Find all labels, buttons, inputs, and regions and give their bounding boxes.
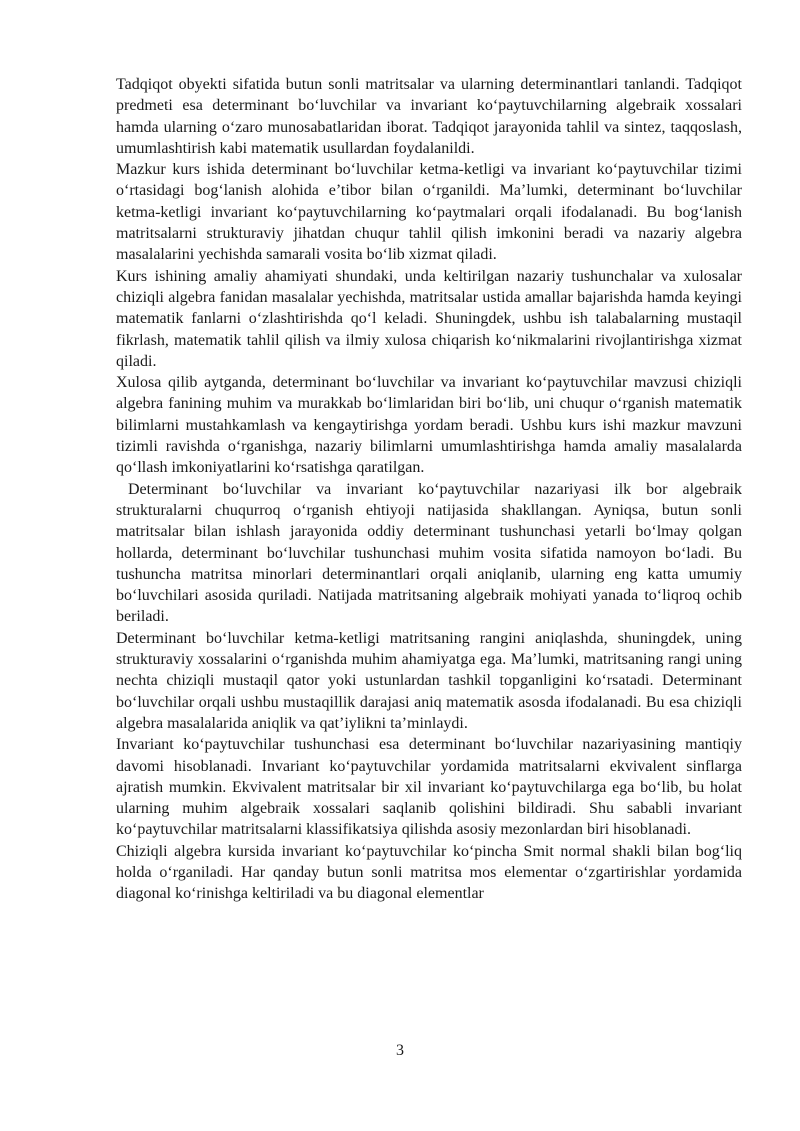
paragraph-course-focus: Mazkur kurs ishida determinant bo‘luvchilar ketma-ketligi va invariant ko‘paytuvchilar tizimi o‘rtasidagi bog‘lanish alohida e’tibor bilan o‘rganildi. Ma’lumki, determinant bo‘luvchilar ketma-ketligi invariant ko‘paytuvchilarning ko‘paytmalari orqali ifodalanadi. Bu bog‘lanish matritsalarni strukturaviy jihatdan chuqur tahlil qilish imkonini beradi va nazariy algebra masalalarini yechishda samarali vosita bo‘lib xizmat qiladi. bbox=[116, 161, 742, 264]
paragraph-practical-significance: Kurs ishining amaliy ahamiyati shundaki, unda keltirilgan nazariy tushunchalar va xulosalar chiziqli algebra fanidan masalalar yechishda, matritsalar ustida amallar bajarishda hamda keyingi matematik fanlarni o‘zlashtirishda qo‘l keladi. Shuningdek, ushbu ish talabalarning mustaqil fikrlash, matematik tahlil qilish va ilmiy xulosa chiqarish ko‘nikmalarini rivojlantirishga xizmat qiladi. bbox=[116, 267, 742, 370]
document-page bbox=[116, 74, 742, 905]
paragraph-theory-origin: Determinant bo‘luvchilar va invariant ko‘paytuvchilar nazariyasi ilk bor algebraik strukturalarni chuqurroq o‘rganish ehtiyoji natijasida shakllangan. Ayniqsa, butun sonli matritsalar bilan ishlash jarayonida oddiy determinant tushunchasi yetarli bo‘lmay qolgan hollarda, determinant bo‘luvchilar tushunchasi muhim vosita sifatida namoyon bo‘ladi. Bu tushuncha matritsa minorlari determinantlari orqali aniqlanib, ularning eng katta umumiy bo‘luvchilari asosida quriladi. Natijada matritsaning algebraik mohiyati yanada to‘liqroq ochib beriladi. bbox=[116, 480, 742, 626]
paragraph-smith-normal-form: Chiziqli algebra kursida invariant ko‘paytuvchilar ko‘pincha Smit normal shakli bilan bog‘liq holda o‘rganiladi. Har qanday butun sonli matritsa mos elementar o‘zgartirishlar yordamida diagonal ko‘rinishga keltiriladi va bu diagonal elementlar bbox=[116, 842, 742, 903]
paragraph-conclusion: Xulosa qilib aytganda, determinant bo‘luvchilar va invariant ko‘paytuvchilar mavzusi chiziqli algebra fanining muhim va murakkab bo‘limlaridan biri bo‘lib, uni chuqur o‘rganish matematik bilimlarni mustahkamlash va kengaytirishga yordam beradi. Ushbu kurs ishi mazkur mavzuni tizimli ravishda o‘rganishga, nazariy bilimlarni umumlashtirishga hamda amaliy masalalarda qo‘llash imkoniyatlarini ko‘rsatishga qaratilgan. bbox=[116, 374, 742, 477]
paragraph-invariant-factors: Invariant ko‘paytuvchilar tushunchasi esa determinant bo‘luvchilar nazariyasining mantiqiy davomi hisoblanadi. Invariant ko‘paytuvchilar yordamida matritsalarni ekvivalent sinflarga ajratish mumkin. Ekvivalent matritsalar bir xil invariant ko‘paytuvchilarga ega bo‘lib, bu holat ularning muhim algebraik xossalari saqlanib qolishini bildiradi. Shu sababli invariant ko‘paytuvchilar matritsalarni klassifikatsiya qilishda asosiy mezonlardan biri hisoblanadi. bbox=[116, 736, 742, 839]
page-number: 3 bbox=[396, 1042, 404, 1059]
paragraph-rank-determination: Determinant bo‘luvchilar ketma-ketligi matritsaning rangini aniqlashda, shuningdek, uning strukturaviy xossalarini o‘rganishda muhim ahamiyatga ega. Ma’lumki, matritsaning rangi uning nechta chiziqli mustaqil qator yoki ustunlardan tashkil topganligini ko‘rsatadi. Determinant bo‘luvchilar orqali ushbu mustaqillik darajasi aniq matematik asosda ifodalanadi. Bu esa chiziqli algebra masalalarida aniqlik va qat’iylikni ta’minlaydi. bbox=[116, 629, 742, 732]
paragraph-research-object: Tadqiqot obyekti sifatida butun sonli matritsalar va ularning determinantlari tanlandi. Tadqiqot predmeti esa determinant bo‘luvchilar va invariant ko‘paytuvchilarning algebraik xossalari hamda ularning o‘zaro munosabatlaridan iborat. Tadqiqot jarayonida tahlil va sintez, taqqoslash, umumlashtirish kabi matematik usullardan foydalanildi. bbox=[116, 76, 742, 157]
